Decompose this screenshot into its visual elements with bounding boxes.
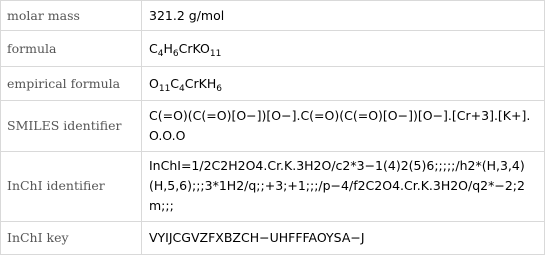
formula-subscript: 4 bbox=[157, 48, 164, 59]
formula-element: C bbox=[149, 40, 158, 56]
table-row bbox=[1, 31, 545, 67]
table-row bbox=[1, 101, 545, 151]
formula-subscript: 4 bbox=[179, 83, 185, 94]
empirical-formula-rendered bbox=[149, 75, 222, 94]
formula-element: H bbox=[163, 40, 173, 56]
molar-mass-value: 321.2 g/mol bbox=[142, 1, 545, 31]
formula-subscript: 11 bbox=[158, 83, 171, 94]
row-label-smiles: SMILES identifier bbox=[1, 101, 142, 151]
empirical-formula-value bbox=[142, 67, 545, 101]
formula-element: Cr bbox=[184, 75, 199, 91]
row-label-inchi-key: InChI key bbox=[1, 221, 142, 254]
formula-subscript: 11 bbox=[209, 48, 222, 59]
row-label-formula: formula bbox=[1, 31, 142, 67]
identifier-text: InChI=1/2C2H2O4.Cr.K.3H2O/c2*3−1(4)2(5)6;;;;;/h2*(H,3,4)(H,5,6);;;3*1H2/q;;+3;+1;;;/p−4/f2C2O4.Cr.K.3H2O/q2*−2;2m;;; bbox=[149, 158, 525, 214]
row-label-empirical-formula: empirical formula bbox=[1, 67, 142, 101]
formula-rendered bbox=[149, 40, 222, 59]
row-label-molar-mass: molar mass bbox=[1, 1, 142, 31]
smiles-value bbox=[142, 101, 545, 151]
table-row bbox=[1, 1, 545, 31]
inchi-value bbox=[142, 151, 545, 221]
formula-element: Cr bbox=[178, 40, 193, 56]
identifier-text: C(=O)(C(=O)[O−])[O−].C(=O)(C(=O)[O−])[O−].[Cr+3].[K+].O.O.O bbox=[149, 107, 531, 143]
formula-element: O bbox=[149, 75, 159, 91]
formula-element: H bbox=[206, 75, 217, 91]
formula-element: O bbox=[200, 40, 210, 56]
table-row bbox=[1, 151, 545, 221]
formula-element: K bbox=[192, 40, 200, 56]
formula-subscript: 6 bbox=[172, 48, 179, 59]
formula-element: C bbox=[170, 75, 180, 91]
formula-element: K bbox=[198, 75, 207, 91]
formula-value bbox=[142, 31, 545, 67]
formula-subscript: 6 bbox=[216, 83, 222, 94]
table-row bbox=[1, 67, 545, 101]
inchi-key-value: VYIJCGVZFXBZCH−UHFFFAOYSA−J bbox=[142, 221, 545, 254]
table-row bbox=[1, 221, 545, 254]
row-label-inchi: InChI identifier bbox=[1, 151, 142, 221]
